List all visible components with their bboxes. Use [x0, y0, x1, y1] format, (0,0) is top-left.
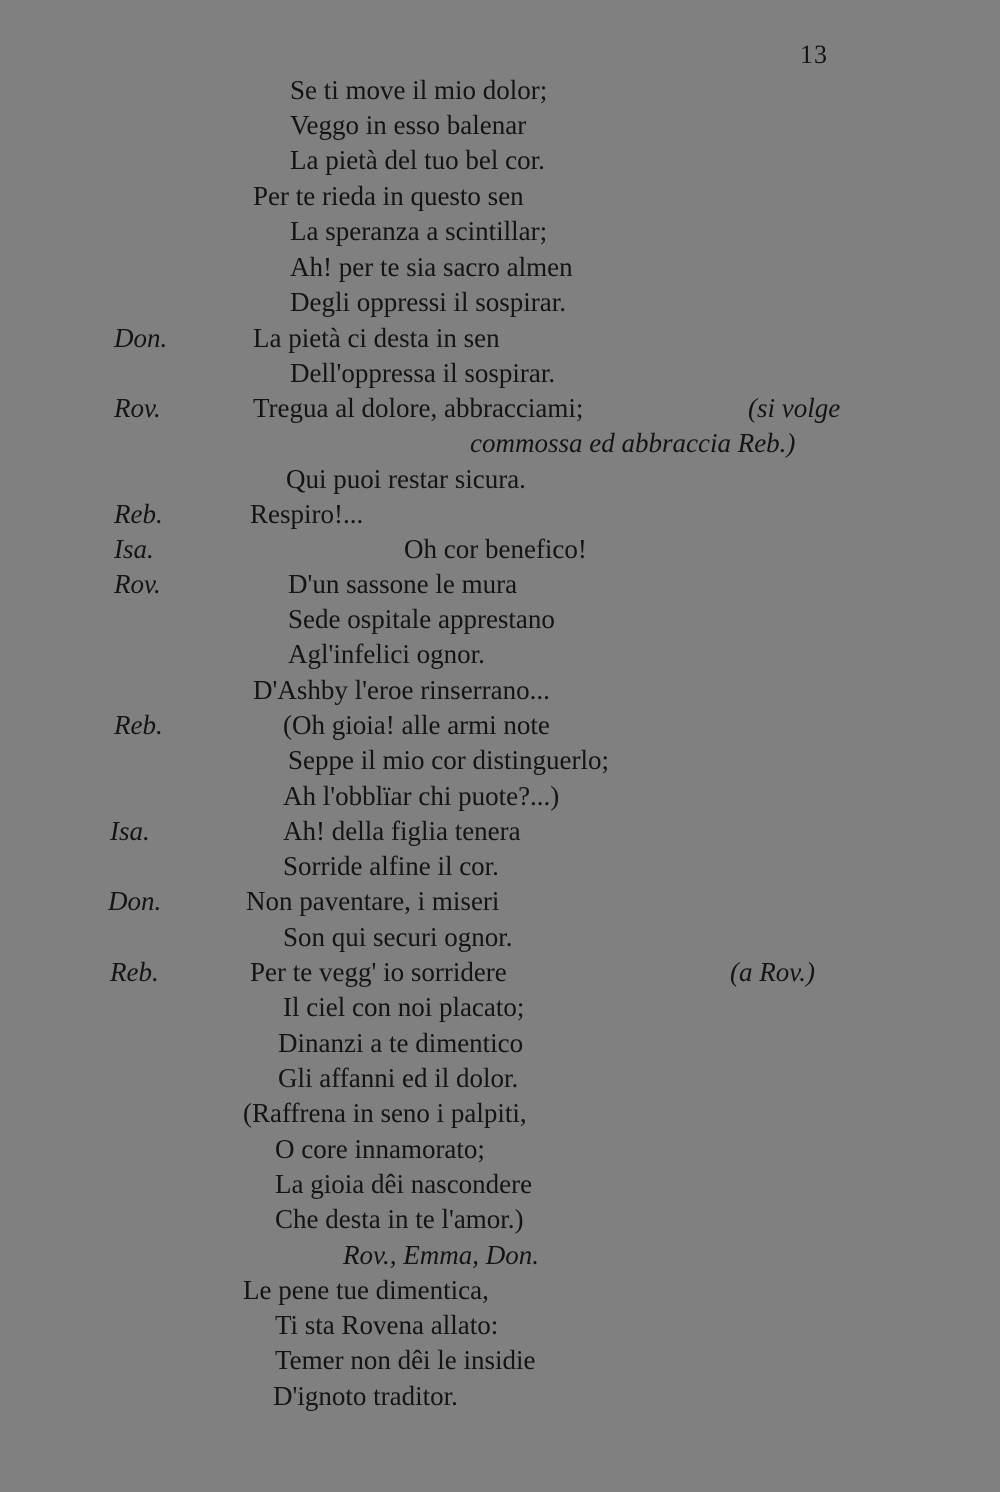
verse-line: Veggo in esso balenar [290, 110, 527, 140]
verse-line: (Oh gioia! alle armi note [283, 710, 550, 740]
verse-line: Gli affanni ed il dolor. [278, 1063, 519, 1093]
verse-line: La speranza a scintillar; [290, 216, 548, 246]
verse-line: Qui puoi restar sicura. [286, 464, 526, 494]
verse-line: D'ignoto traditor. [273, 1381, 458, 1411]
verse-line: Non paventare, i miseri [246, 886, 500, 916]
verse-line: Son qui securi ognor. [283, 922, 513, 952]
verse-line: Oh cor benefico! [404, 534, 587, 564]
verse-line: La pietà del tuo bel cor. [290, 145, 545, 175]
verse-line: Ah l'obblïar chi puote?...) [283, 781, 560, 811]
speaker-label: Reb. [114, 710, 163, 740]
stage-direction: (si volge [748, 393, 841, 423]
verse-line: Agl'infelici ognor. [288, 639, 485, 669]
page-number: 13 [800, 40, 828, 69]
verse-line: Ti sta Rovena allato: [275, 1310, 499, 1340]
speaker-label: Rov. [114, 393, 161, 423]
speaker-label: Rov. [114, 569, 161, 599]
verse-line: Degli oppressi il sospirar. [290, 287, 566, 317]
verse-line: Ah! per te sia sacro almen [290, 252, 573, 282]
verse-line: Sorride alfine il cor. [283, 851, 499, 881]
speaker-label: Don. [108, 886, 162, 916]
verse-line: Dinanzi a te dimentico [278, 1028, 524, 1058]
verse-line: La pietà ci desta in sen [253, 323, 500, 353]
verse-line: Seppe il mio cor distinguerlo; [288, 745, 609, 775]
verse-line: Temer non dêi le insidie [275, 1345, 536, 1375]
verse-line: La gioia dêi nascondere [275, 1169, 533, 1199]
verse-line: Il ciel con noi placato; [283, 992, 525, 1022]
stage-direction: commossa ed abbraccia Reb.) [470, 428, 796, 458]
stage-direction: (a Rov.) [730, 957, 815, 987]
verse-line: D'Ashby l'eroe rinserrano... [253, 675, 550, 705]
speaker-label: Don. [114, 323, 168, 353]
speaker-label: Isa. [114, 534, 154, 564]
speaker-label: Isa. [110, 816, 150, 846]
verse-line: Per te vegg' io sorridere [250, 957, 507, 987]
verse-line: D'un sassone le mura [288, 569, 518, 599]
speaker-label: Reb. [114, 499, 163, 529]
ensemble-heading: Rov., Emma, Don. [343, 1240, 539, 1270]
verse-line: Tregua al dolore, abbracciami; [253, 393, 584, 423]
verse-line: Dell'oppressa il sospirar. [290, 358, 556, 388]
verse-line: Respiro!... [250, 499, 364, 529]
verse-line: (Raffrena in seno i palpiti, [243, 1098, 527, 1128]
verse-line: O core innamorato; [275, 1134, 485, 1164]
verse-line: Ah! della figlia tenera [283, 816, 521, 846]
verse-line: Per te rieda in questo sen [253, 181, 524, 211]
verse-line: Le pene tue dimentica, [243, 1275, 489, 1305]
verse-line: Se ti move il mio dolor; [290, 75, 548, 105]
verse-line: Sede ospitale apprestano [288, 604, 555, 634]
verse-line: Che desta in te l'amor.) [275, 1204, 524, 1234]
speaker-label: Reb. [110, 957, 159, 987]
